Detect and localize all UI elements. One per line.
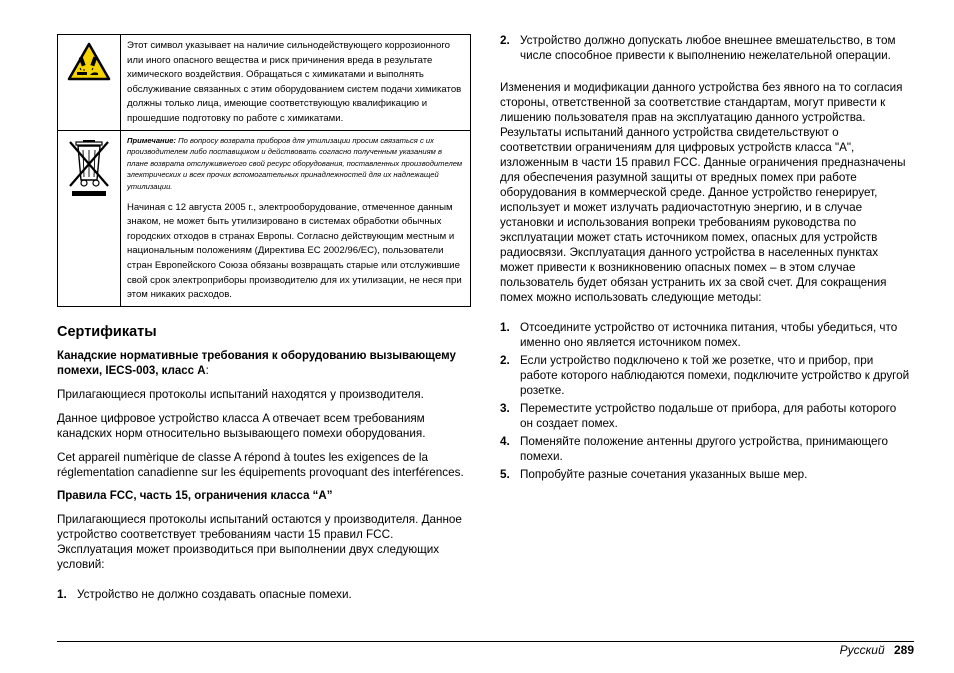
warnings-table xyxy=(57,34,471,307)
list-item-number: 1. xyxy=(500,321,510,334)
list-item xyxy=(500,320,912,350)
canada-heading xyxy=(57,349,471,379)
left-column xyxy=(57,34,471,605)
chemical-hazard-icon xyxy=(67,42,111,82)
footer-language: Русский xyxy=(839,643,885,657)
right-column xyxy=(500,33,912,485)
list-item-number: 5. xyxy=(500,468,510,481)
list-item xyxy=(500,434,912,464)
canada-heading-text: Канадские нормативные требования к оборудованию вызывающему помехи, IECS-003, класс А xyxy=(57,349,456,377)
warning-row-chemical xyxy=(58,35,471,131)
interference-steps-list xyxy=(500,320,912,482)
list-item-number: 2. xyxy=(500,34,510,47)
fcc-paragraph-2: Изменения и модификации данного устройства без явного на то согласия стороны, ответственной за соответствие стандартам, могут привести к лишению пользователя прав на эксплуатацию данного устройства. Результаты испытаний данного устройства свидетельствуют о соответствии ограничениям для цифровых устройств класса "A", изложенным в части 15 правил FCC. Данные ограничения предназначены для обеспечения разумной защиты от вредных помех при работе оборудования в коммерческой среде. Данное устройство генерирует, использует и может излучать радиочастотную энергию, и в случае установки и использования вопреки требованиям руководства по эксплуатации может стать источником помех, опасных для устройств радиосвязи. Эксплуатация данного устройства в населенных пунктах может привести к возникновению опасных помех – в этом случае пользователь будет обязан устранить их за свой счет. Для сокращения помех можно использовать следующие методы: xyxy=(500,81,906,304)
list-item-text: Устройство должно допускать любое внешнее вмешательство, в том числе способное привести к выполнению нежелательной операции. xyxy=(520,34,896,62)
warning-text-weee xyxy=(121,130,471,306)
weee-icon-cell xyxy=(58,130,121,306)
list-item-text: Переместите устройство подальше от прибора, для работы которого он создает помех. xyxy=(520,402,897,430)
page-number: 289 xyxy=(893,643,914,657)
canada-paragraph-3: Cet appareil numèrique de classe A répond à toutes les exigences de la réglementation canadienne sur les équipements provoquant des interférences. xyxy=(57,450,464,479)
list-item-number: 3. xyxy=(500,402,510,415)
list-item-number: 4. xyxy=(500,435,510,448)
list-item-text: Попробуйте разные сочетания указанных выше мер. xyxy=(520,468,808,481)
footer-divider xyxy=(57,641,914,642)
canada-paragraph-2: Данное цифровое устройство класса A отвечает всем требованиям канадских норм относительно вызывающего помехи оборудования. xyxy=(57,411,426,440)
canada-paragraph-1: Прилагающиеся протоколы испытаний находятся у производителя. xyxy=(57,387,424,401)
chemical-warning-text: Этот символ указывает на наличие сильнодействующего коррозионного или иного опасного вещества и риск причинения вреда в результате химического воздействия. Обращаться с химикатами и выполнять обслуживание связанных с этим оборудованием систем подачи химикатов должны только лица, имеющие соответствующую квалификацию и прошедшие подготовку по работе с химикатами. xyxy=(127,40,462,124)
list-item-number: 2. xyxy=(500,354,510,367)
canada-heading-colon: : xyxy=(205,364,209,377)
weee-crossed-bin-icon xyxy=(67,140,111,198)
list-item xyxy=(500,33,912,63)
list-item-number: 1. xyxy=(57,587,67,601)
fcc-paragraph-1: Прилагающиеся протоколы испытаний остаются у производителя. Данное устройство соответствует требованиям части 15 правил FCC. Эксплуатация может производиться при выполнении двух следующих условий: xyxy=(57,512,462,571)
list-item-text: Если устройство подключено к той же розетке, что и прибор, при работе которого наблюдаются помехи, подключите устройство к другой розетке. xyxy=(520,354,910,397)
weee-warning-text: Начиная с 12 августа 2005 г., электрооборудование, отмеченное данным знаком, не может быть утилизировано в системах обработки обычных городских отходов в странах Европы. Согласно действующим местным и национальным положениям (Директива ЕС 2002/96/ЕС), пользователи стран Европейского Союза обязаны возвращать старые или отслужившие свой срок электроприборы производителю для их утилизации, не неся при этом никаких расходов. xyxy=(127,201,462,301)
note-text: По вопросу возврата приборов для утилизации просим связаться с их производителем либо поставщиком и действовать согласно полученным указаниям в плане возврата отслуживwerого свой ресурс оборудования, поставленных производителем электрических и всех прочих вспомогательных принадлежностей для их надлежащей утилизации. xyxy=(127,135,463,191)
list-item-text: Поменяйте положение антенны другого устройства, принимающего помехи. xyxy=(520,435,889,463)
fcc-conditions-list-right xyxy=(500,33,912,63)
list-item xyxy=(500,401,912,431)
section-title: Сертификаты xyxy=(57,323,157,340)
list-item xyxy=(500,353,912,398)
list-item xyxy=(57,587,471,602)
note-label: Примечание: xyxy=(127,135,177,145)
list-item xyxy=(500,467,912,482)
page-footer xyxy=(840,643,914,657)
list-item-text: Устройство не должно создавать опасные помехи. xyxy=(77,587,352,601)
warning-icon-cell xyxy=(58,35,121,131)
fcc-conditions-list-left xyxy=(57,587,471,602)
recycling-note xyxy=(127,135,464,193)
warning-text-chemical xyxy=(121,35,471,131)
fcc-heading: Правила FCC, часть 15, ограничения класса “A” xyxy=(57,489,333,502)
warning-row-weee xyxy=(58,130,471,306)
list-item-text: Отсоедините устройство от источника питания, чтобы убедиться, что именно оно является источником помех. xyxy=(520,321,898,349)
